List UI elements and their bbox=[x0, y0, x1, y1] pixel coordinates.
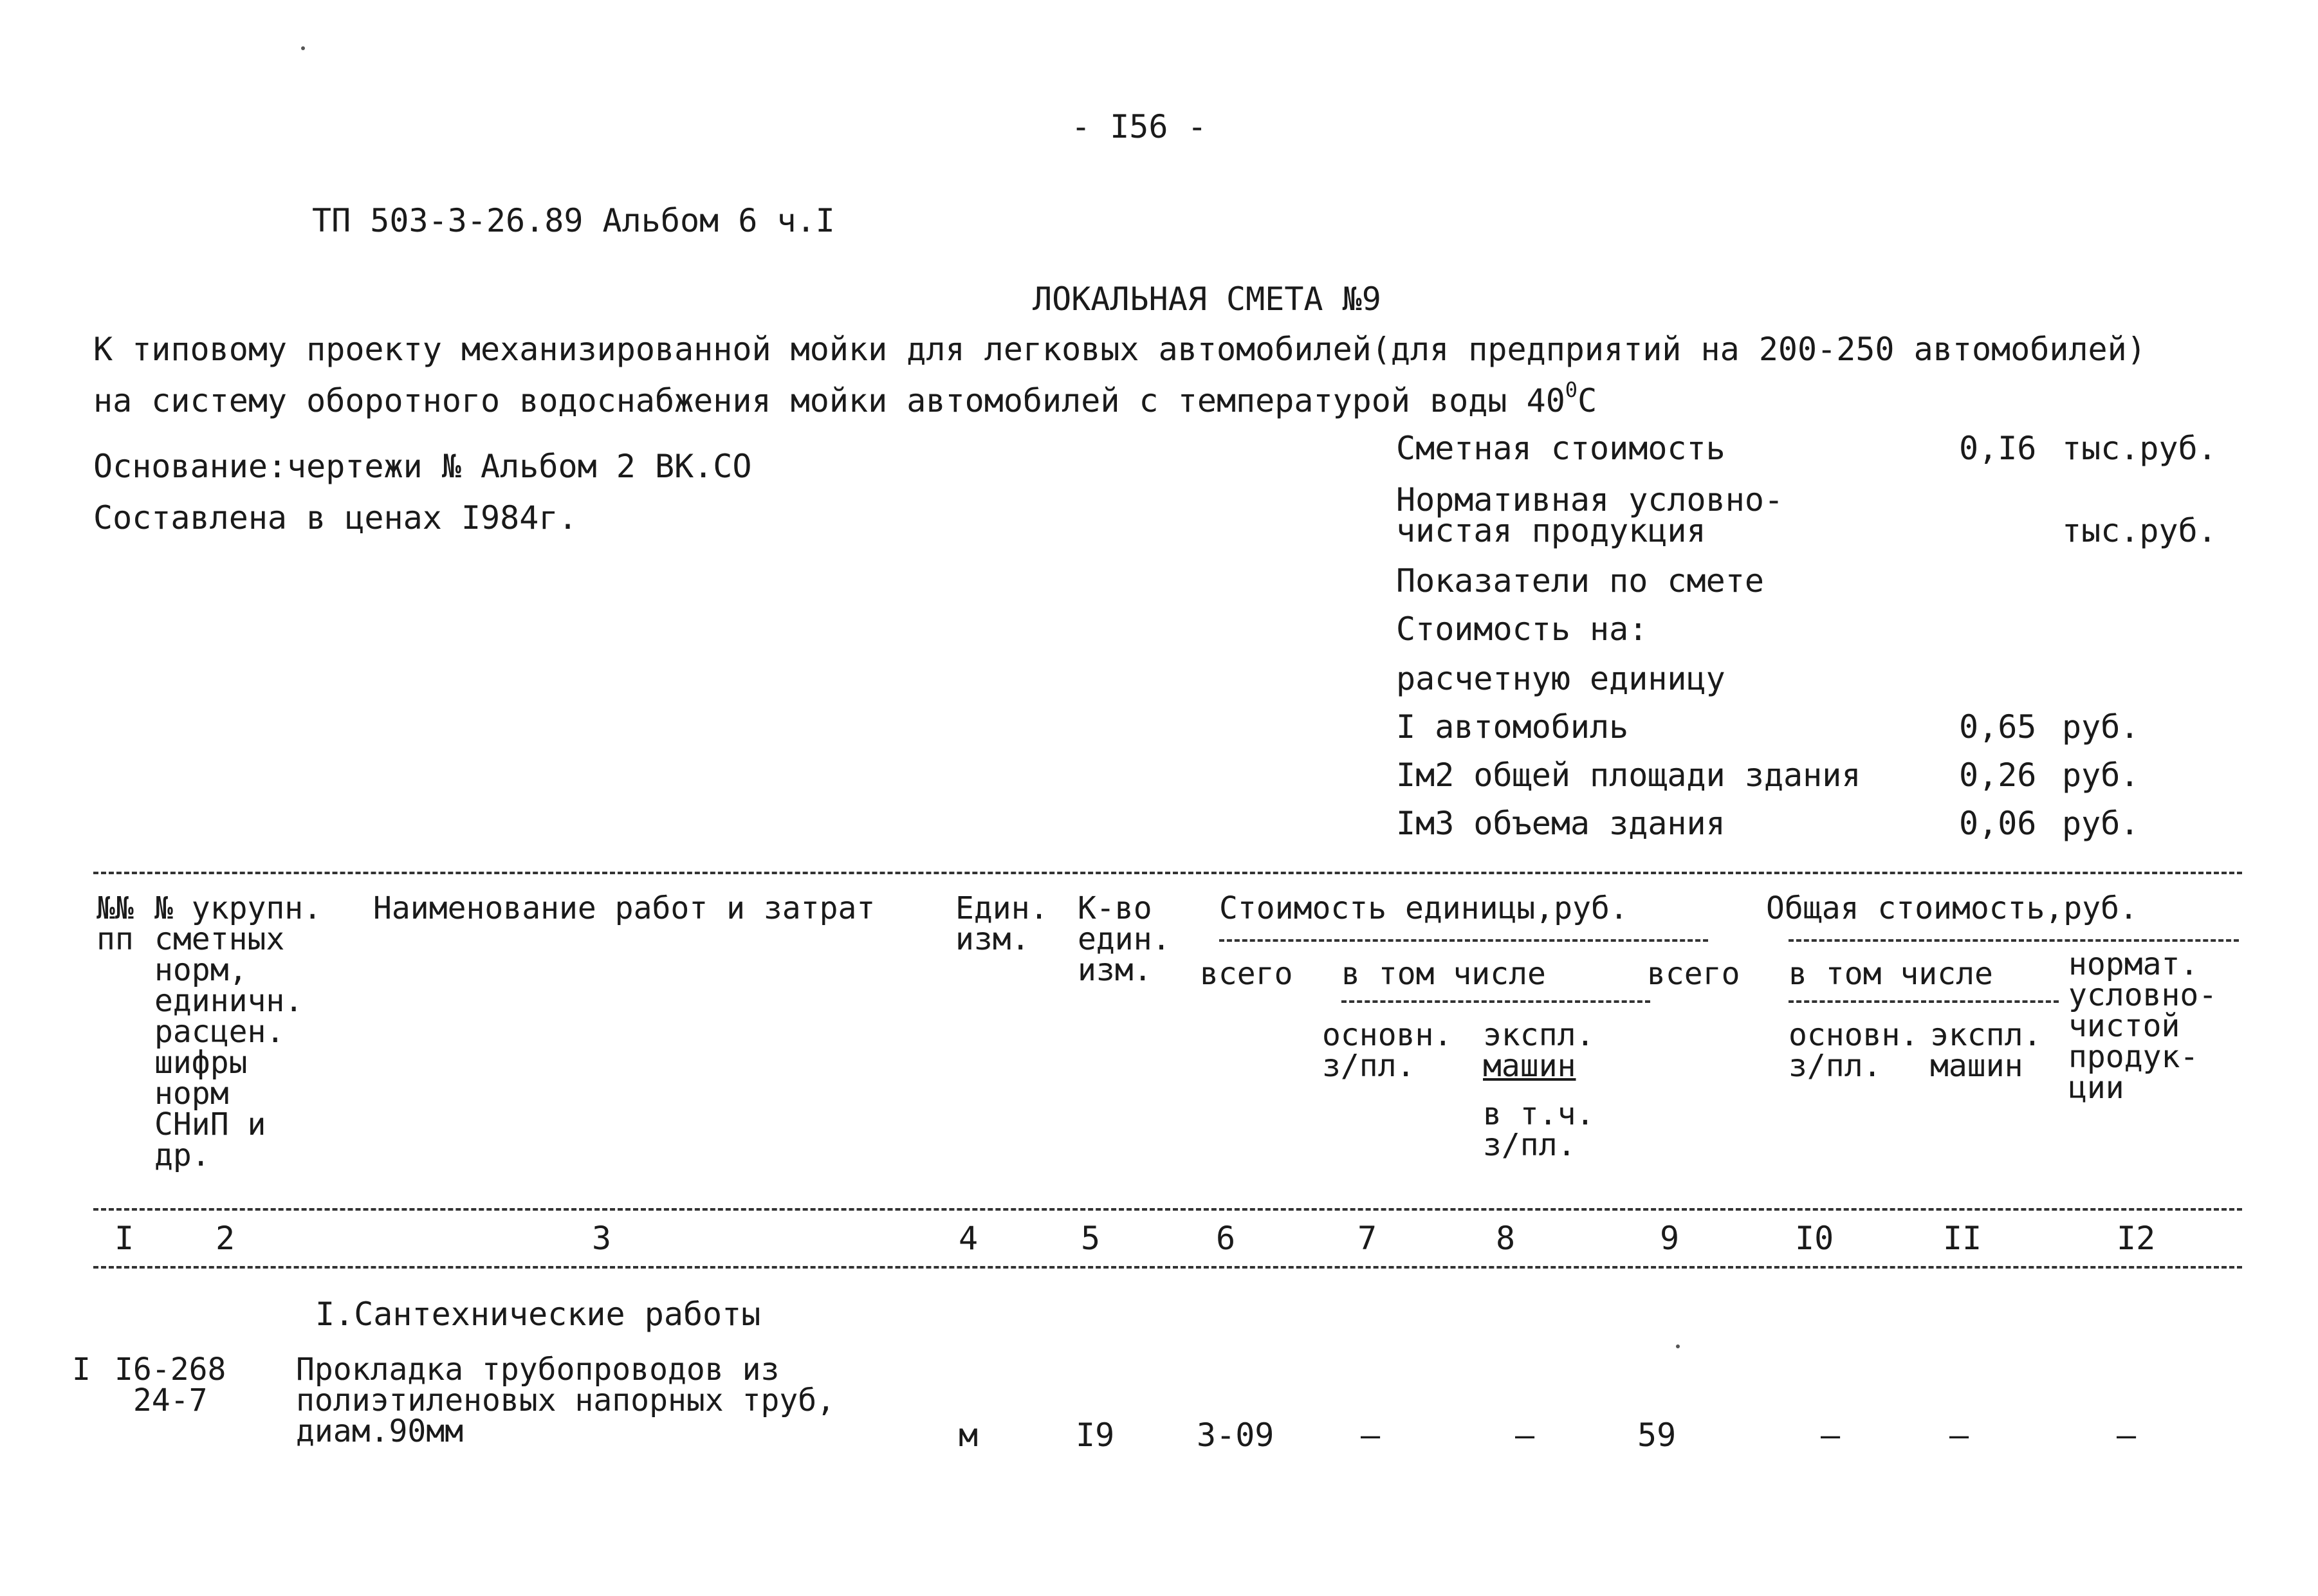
header-unit-machines-wage: в т.ч. з/пл. bbox=[1483, 1096, 1595, 1163]
normative-label-1: Нормативная условно- bbox=[1396, 481, 1784, 518]
column-number: 3 bbox=[592, 1220, 612, 1257]
header-unit-machines-2: машин bbox=[1483, 1048, 1576, 1084]
scan-speck bbox=[301, 46, 305, 50]
header-total-base-wage: основн. з/пл. bbox=[1789, 1017, 1919, 1084]
column-number: 7 bbox=[1357, 1220, 1377, 1257]
column-number: I2 bbox=[2117, 1220, 2156, 1257]
column-number: 5 bbox=[1081, 1220, 1101, 1257]
row-number: I bbox=[72, 1352, 91, 1388]
prices-line: Составлена в ценах I984г. bbox=[93, 499, 578, 537]
total-cost-group-rule bbox=[1789, 939, 2239, 942]
column-number: 8 bbox=[1496, 1220, 1516, 1257]
indicator-value: 0,06 bbox=[1959, 805, 2037, 842]
estimate-title: ЛОКАЛЬНАЯ СМЕТА №9 bbox=[1033, 280, 1381, 318]
estimated-cost-label: Сметная стоимость bbox=[1396, 430, 1725, 467]
row-code: I6-268 24-7 bbox=[115, 1352, 226, 1418]
scan-speck bbox=[1676, 1344, 1680, 1348]
column-number: I0 bbox=[1795, 1220, 1834, 1257]
column-number: 2 bbox=[216, 1220, 235, 1257]
header-col4: Един. изм. bbox=[955, 890, 1049, 957]
row-unit: м bbox=[959, 1417, 979, 1454]
table-top-rule bbox=[93, 872, 2242, 874]
row-quantity: I9 bbox=[1076, 1417, 1115, 1454]
row-unit-base-wage: – bbox=[1361, 1417, 1381, 1454]
row-total-normative: – bbox=[2117, 1417, 2137, 1454]
header-col2: № укрупн. сметных норм, единичн. расцен. шифры норм СНиП и др. bbox=[154, 890, 322, 1173]
page-number: - I56 - bbox=[1071, 108, 1207, 145]
column-number: I bbox=[115, 1220, 134, 1257]
header-unit-base-wage: основн. з/пл. bbox=[1322, 1017, 1453, 1084]
subtitle-line-2: на систему оборотного водоснабжения мойки автомобилей с температурой воды $40^0С$ bbox=[93, 378, 1597, 419]
indicator-unit: руб. bbox=[2062, 757, 2140, 794]
row-unit-machines: – bbox=[1515, 1417, 1535, 1454]
row-total-machines: – bbox=[1949, 1417, 1969, 1454]
indicator-unit: руб. bbox=[2062, 708, 2140, 746]
header-total-machines: экспл. машин bbox=[1930, 1017, 2042, 1084]
header-unit-incl: в том числе bbox=[1341, 956, 1546, 992]
column-numbers-top-rule bbox=[93, 1208, 2242, 1211]
indicator-label: I автомобиль bbox=[1396, 708, 1629, 746]
column-numbers-bottom-rule bbox=[93, 1266, 2242, 1269]
subtitle-line-1: К типовому проекту механизированной мойки для легковых автомобилей(для предприятий на 200-250 автомобилей) bbox=[93, 331, 2146, 368]
unit-incl-rule bbox=[1341, 1000, 1650, 1003]
header-total-normative: нормат. условно- чистой продук- ции bbox=[2068, 946, 2218, 1106]
row-name: Прокладка трубопроводов из полиэтиленовых напорных труб, диам.90мм bbox=[296, 1352, 836, 1449]
unit-cost-group-rule bbox=[1219, 939, 1708, 942]
header-total-incl: в том числе bbox=[1789, 956, 1993, 992]
calc-unit-label: расчетную единицу bbox=[1396, 660, 1725, 697]
normative-unit: тыс.руб. bbox=[2062, 512, 2217, 549]
header-total-total: всего bbox=[1647, 956, 1740, 992]
cost-per-label: Стоимость на: bbox=[1396, 610, 1648, 648]
document-reference: ТП 503-3-26.89 Альбом 6 ч.I bbox=[312, 202, 835, 239]
header-col3: Наименование работ и затрат bbox=[373, 890, 876, 926]
indicator-label: Iм2 общей площади здания bbox=[1396, 757, 1861, 794]
basis-line: Основание:чертежи № Альбом 2 ВК.СО bbox=[93, 448, 752, 485]
column-number: II bbox=[1943, 1220, 1982, 1257]
degree-sign: 0 bbox=[1565, 378, 1578, 402]
header-unit-cost-group: Стоимость единицы,руб. bbox=[1219, 890, 1628, 926]
estimated-cost-value: 0,I6 bbox=[1959, 430, 2037, 467]
column-number: 4 bbox=[959, 1220, 979, 1257]
indicator-value: 0,26 bbox=[1959, 757, 2037, 794]
header-unit-machines: экспл. bbox=[1483, 1017, 1595, 1053]
estimated-cost-unit: тыс.руб. bbox=[2062, 430, 2217, 467]
normative-label-2: чистая продукция bbox=[1396, 512, 1706, 549]
header-unit-total: всего bbox=[1200, 956, 1293, 992]
indicator-unit: руб. bbox=[2062, 805, 2140, 842]
row-unit-total: 3-09 bbox=[1197, 1417, 1274, 1454]
indicator-value: 0,65 bbox=[1959, 708, 2037, 746]
column-number: 9 bbox=[1660, 1220, 1680, 1257]
column-number: 6 bbox=[1216, 1220, 1236, 1257]
header-total-cost-group: Общая стоимость,руб. bbox=[1766, 890, 2138, 926]
total-incl-rule bbox=[1789, 1000, 2059, 1003]
row-total-base-wage: – bbox=[1821, 1417, 1841, 1454]
header-col1: №№ пп bbox=[97, 890, 134, 957]
header-col5: К-во един. изм. bbox=[1078, 890, 1171, 988]
section-title: I.Сантехнические работы bbox=[315, 1296, 761, 1333]
indicator-label: Iм3 объема здания bbox=[1396, 805, 1725, 842]
row-total: 59 bbox=[1637, 1417, 1677, 1454]
indicators-label: Показатели по смете bbox=[1396, 562, 1764, 600]
